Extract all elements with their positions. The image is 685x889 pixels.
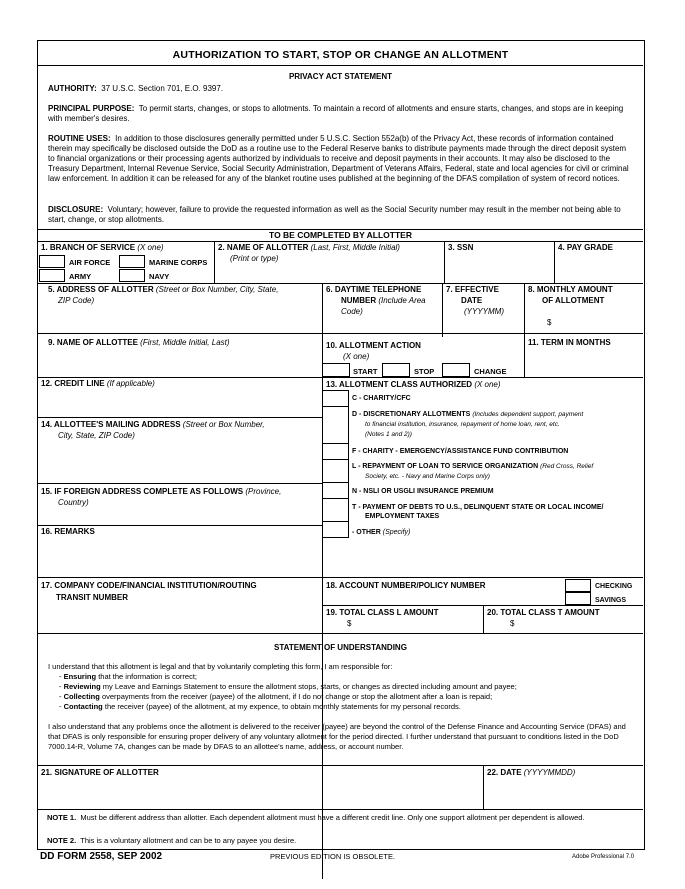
understanding-bullet: - Ensuring that the information is correct;	[59, 672, 197, 681]
navy-label: NAVY	[149, 272, 170, 281]
field-2-note: (Print or type)	[230, 254, 279, 263]
account-number-input[interactable]	[324, 591, 562, 603]
field-5-note: ZIP Code)	[58, 296, 95, 305]
checking-checkbox[interactable]	[565, 579, 591, 592]
divider	[483, 765, 484, 809]
routine-uses-text: ROUTINE USES: In addition to those disclosures generally permitted under 5 U.S.C. Section 552a(b) of the Privacy Act, these records of information contained therein may specifically be disclosed outside the DoD as a routine use to the Federal Reserve banks to distribute payments made through the direct deposit system to financial organizations or their processing agents authorized by individuals to receive and deposit payments in their accounts. It may also be disclosed to the Treasury Department, Internal Revenue Service, Social Security Administration, Department of Veterans Affairs, Federal, state and local agencies for civil or criminal law enforcement. In addition it can be released for any of the blanket routine uses published at the beginning of the DFAS compilation of system of record notices.	[48, 134, 629, 183]
signature-date-input[interactable]	[486, 781, 640, 807]
field-6-label-2: NUMBER (Include Area	[341, 296, 426, 305]
field-4-label: 4. PAY GRADE	[558, 243, 613, 252]
stop-label: STOP	[414, 367, 435, 376]
field-12-label: 12. CREDIT LINE (If applicable)	[41, 379, 155, 388]
allotter-name-input[interactable]	[216, 265, 442, 281]
dollar-sign: $	[347, 619, 352, 628]
field-13-label: 13. ALLOTMENT CLASS AUTHORIZED (X one)	[326, 380, 501, 389]
class-other-label: - OTHER (Specify)	[352, 529, 411, 536]
class-n-checkbox[interactable]	[323, 483, 348, 497]
class-t-label-2: EMPLOYMENT TAXES	[365, 513, 440, 520]
understanding-heading: STATEMENT OF UNDERSTANDING	[274, 643, 407, 652]
field-5-label: 5. ADDRESS OF ALLOTTER (Street or Box Number, City, State,	[48, 285, 279, 294]
change-checkbox[interactable]	[442, 363, 470, 377]
obsolete-notice: PREVIOUS EDITION IS OBSOLETE.	[270, 852, 396, 861]
class-n-label: N - NSLI OR USGLI INSURANCE PREMIUM	[352, 488, 494, 495]
field-15-note: Country)	[58, 498, 89, 507]
divider	[483, 605, 484, 633]
field-6-label: 6. DAYTIME TELEPHONE	[326, 285, 422, 294]
stop-checkbox[interactable]	[382, 363, 410, 377]
dollar-sign: $	[510, 619, 515, 628]
field-19-label: 19. TOTAL CLASS L AMOUNT	[326, 608, 439, 617]
field-3-label: 3. SSN	[448, 243, 474, 252]
field-1-label: 1. BRANCH OF SERVICE (X one)	[41, 243, 164, 252]
privacy-heading: PRIVACY ACT STATEMENT	[288, 72, 393, 81]
field-7-label-2: DATE	[461, 296, 483, 305]
change-label: CHANGE	[474, 367, 507, 376]
foreign-address-input[interactable]	[40, 509, 320, 523]
allottee-name-input[interactable]	[40, 351, 320, 375]
army-label: ARMY	[69, 272, 92, 281]
marine-corps-checkbox[interactable]	[119, 255, 145, 268]
form-title: AUTHORIZATION TO START, STOP OR CHANGE AN ALLOTMENT	[172, 49, 509, 61]
class-f-label: F - CHARITY - EMERGENCY/ASSISTANCE FUND CONTRIBUTION	[352, 448, 569, 455]
divider	[38, 483, 323, 484]
class-c-checkbox[interactable]	[323, 391, 348, 405]
field-18-label: 18. ACCOUNT NUMBER/POLICY NUMBER	[326, 581, 486, 590]
checking-label: CHECKING	[595, 583, 633, 590]
field-22-label: 22. DATE (YYYYMMDD)	[487, 768, 576, 777]
divider	[214, 241, 215, 283]
class-d-note-2: (Notes 1 and 2))	[365, 431, 412, 438]
form-id: DD FORM 2558, SEP 2002	[40, 851, 163, 862]
understanding-bullet: - Collecting overpayments from the receiver (payee) of the allotment, if I do not change or stop the allotment after a loan is repaid;	[59, 692, 493, 701]
field-14-note: City, State, ZIP Code)	[58, 431, 135, 440]
section-header: TO BE COMPLETED BY ALLOTTER	[269, 230, 412, 240]
divider	[444, 241, 445, 283]
class-t-label: T - PAYMENT OF DEBTS TO U.S., DELINQUENT STATE OR LOCAL INCOME/	[352, 504, 604, 511]
pay-grade-input[interactable]	[556, 255, 642, 281]
allotment-form	[37, 40, 645, 850]
divider	[38, 809, 643, 810]
savings-checkbox[interactable]	[565, 592, 591, 605]
field-10-note: (X one)	[343, 352, 370, 361]
divider	[322, 537, 349, 538]
principal-purpose-text: PRINCIPAL PURPOSE: To permit starts, changes, or stops to allotments. To maintain a record of allotments and ensure starts, changes, and stops are in keeping with member's desires.	[48, 104, 624, 123]
note-1: NOTE 1. Must be different address than allotter. Each dependent allotment must have a different credit line. Only one support allotment per dependent is allowed.	[47, 813, 585, 822]
understanding-intro: I understand that this allotment is legal and that by voluntarily completing this form, I am responsible for:	[48, 662, 393, 671]
field-17-label: 17. COMPANY CODE/FINANCIAL INSTITUTION/ROUTING	[41, 581, 257, 590]
divider	[38, 765, 643, 766]
class-l-checkbox[interactable]	[323, 460, 348, 481]
understanding-paragraph: I also understand that any problems once the allotment is delivered to the receiver (payee) are beyond the control of the Defense Finance and Accounting Service (DFAS) and that DFAS is only responsible for ensuring proper delivery of any voluntary allotment for the period directed. I further understand that pursuant to conditions listed in the DoD 7000.14-R, Volume 7A, changes can be made by DFAS to an allottee's name, address, or account number.	[48, 722, 626, 751]
divider	[38, 633, 643, 634]
ssn-input[interactable]	[446, 255, 552, 281]
divider	[38, 377, 643, 378]
software-version: Adobe Professional 7.0	[572, 854, 635, 860]
field-7-label: 7. EFFECTIVE	[446, 285, 499, 294]
field-10-label: 10. ALLOTMENT ACTION	[326, 341, 421, 350]
divider	[348, 390, 349, 537]
authority-text: AUTHORITY: 37 U.S.C. Section 701, E.O. 9397.	[48, 84, 224, 93]
class-d-note: to financial institution, insurance, repayment of home loan, rent, etc.	[365, 421, 560, 428]
start-label: START	[353, 367, 378, 376]
class-other-checkbox[interactable]	[323, 522, 348, 536]
field-2-label: 2. NAME OF ALLOTTER (Last, First, Middle Initial)	[218, 243, 400, 252]
field-8-label: 8. MONTHLY AMOUNT	[528, 285, 613, 294]
divider	[524, 283, 525, 337]
divider	[38, 283, 643, 284]
class-l-label: L - REPAYMENT OF LOAN TO SERVICE ORGANIZATION (Red Cross, Relief	[352, 463, 594, 470]
marine-corps-label: MARINE CORPS	[149, 258, 208, 267]
field-21-label: 21. SIGNATURE OF ALLOTTER	[41, 768, 159, 777]
note-2: NOTE 2. This is a voluntary allotment and can be to any payee you desire.	[47, 836, 297, 845]
disclosure-text: DISCLOSURE: Voluntary; however, failure to provide the requested information as well as the Social Security number may result in the member not being able to start, change, or stop allotments.	[48, 205, 621, 224]
dollar-sign: $	[547, 318, 552, 327]
army-checkbox[interactable]	[39, 269, 65, 282]
class-d-label: D - DISCRETIONARY ALLOTMENTS (Includes dependent support, payment	[352, 411, 584, 418]
air-force-label: AIR FORCE	[69, 258, 111, 267]
divider	[524, 333, 525, 377]
routing-number-input[interactable]	[40, 605, 320, 631]
class-d-checkbox[interactable]	[323, 407, 348, 442]
class-f-checkbox[interactable]	[323, 444, 348, 458]
divider	[38, 241, 643, 242]
credit-line-input[interactable]	[40, 391, 320, 415]
signature-field[interactable]	[40, 781, 481, 807]
class-t-checkbox[interactable]	[323, 499, 348, 520]
class-l-note: Society, etc. - Navy and Marine Corps only)	[365, 473, 490, 480]
divider	[38, 417, 323, 418]
understanding-bullet: - Contacting the receiver (payee) of the allotment, at my expence, to obtain monthly statements for my personal records.	[59, 702, 461, 711]
field-15-label: 15. IF FOREIGN ADDRESS COMPLETE AS FOLLOWS (Province,	[41, 487, 282, 496]
total-class-t-input[interactable]	[520, 617, 640, 631]
remarks-input[interactable]	[40, 539, 324, 579]
divider	[38, 525, 323, 526]
allotter-address-input[interactable]	[40, 307, 320, 333]
savings-label: SAVINGS	[595, 597, 626, 604]
divider	[322, 283, 323, 337]
divider	[442, 283, 443, 337]
field-7-note: (YYYYMM)	[464, 307, 504, 316]
field-6-note: Code)	[341, 307, 363, 316]
field-17-label-2: TRANSIT NUMBER	[56, 593, 128, 602]
start-checkbox[interactable]	[322, 363, 350, 377]
field-16-label: 16. REMARKS	[41, 527, 95, 536]
term-months-input[interactable]	[526, 351, 640, 375]
divider	[38, 65, 643, 66]
field-14-label: 14. ALLOTTEE'S MAILING ADDRESS (Street or Box Number,	[41, 420, 265, 429]
field-20-label: 20. TOTAL CLASS T AMOUNT	[487, 608, 600, 617]
air-force-checkbox[interactable]	[39, 255, 65, 268]
field-9-label: 9. NAME OF ALLOTTEE (First, Middle Initial, Last)	[48, 338, 230, 347]
divider	[38, 333, 643, 334]
allottee-address-input[interactable]	[40, 443, 320, 481]
field-8-label-2: OF ALLOTMENT	[542, 296, 605, 305]
class-c-label: C - CHARITY/CFC	[352, 395, 411, 402]
divider	[554, 241, 555, 283]
divider	[38, 577, 643, 578]
understanding-bullet: - Reviewing my Leave and Earnings Statement to ensure the allotment stops, starts, or changes as directed including amount and payee;	[59, 682, 517, 691]
field-11-label: 11. TERM IN MONTHS	[528, 338, 611, 347]
navy-checkbox[interactable]	[119, 269, 145, 282]
total-class-l-input[interactable]	[356, 617, 480, 631]
